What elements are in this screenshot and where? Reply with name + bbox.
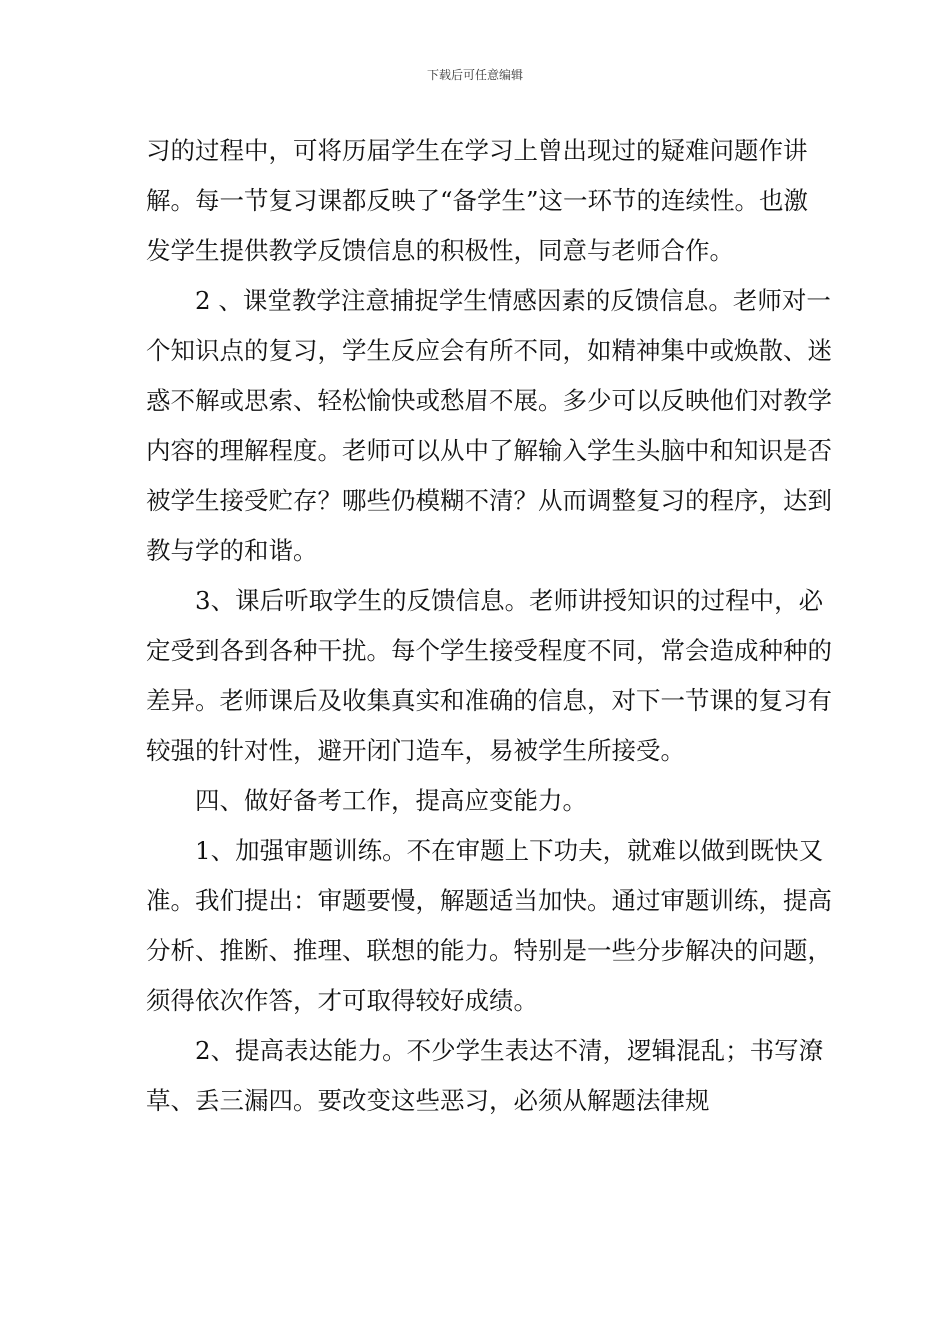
document-body bbox=[146, 126, 832, 1126]
section-heading-4: 四、做好备考工作，提高应变能力。 bbox=[195, 786, 587, 815]
paragraph-continuation: 习的过程中，可将历届学生在学习上曾出现过的疑难问题作讲解。每一节复习课都反映了“备学生”这一环节的连续性。也激发学生提供教学反馈信息的积极性，同意与老师合作。 bbox=[146, 136, 809, 265]
header-note: 下载后可任意编辑 bbox=[426, 68, 523, 82]
paragraph-item-3: 3、课后听取学生的反馈信息。老师讲授知识的过程中，必定受到各到各种干扰。每个学生接受程度不同，常会造成种种的差异。老师课后及收集真实和准确的信息，对下一节课的复习有较强的针对性，避开闭门造车，易被学生所接受。 bbox=[146, 586, 832, 765]
paragraph-subitem-1: 1、加强审题训练。不在审题上下功夫，就难以做到既快又准。我们提出：审题要慢，解题适当加快。通过审题训练，提高分析、推断、推理、联想的能力。特别是一些分步解决的问题，须得依次作答，才可取得较好成绩。 bbox=[146, 836, 832, 1015]
paragraph-subitem-2: 2、提高表达能力。不少学生表达不清，逻辑混乱；书写潦草、丢三漏四。要改变这些恶习，必须从解题法律规 bbox=[146, 1036, 824, 1115]
paragraph-item-2: 2 、课堂教学注意捕捉学生情感因素的反馈信息。老师对一个知识点的复习，学生反应会有所不同，如精神集中或焕散、迷惑不解或思索、轻松愉快或愁眉不展。多少可以反映他们对教学内容的理解程度。老师可以从中了解输入学生头脑中和知识是否被学生接受贮存？哪些仍模糊不清？从而调整复习的程序，达到教与学的和谐。 bbox=[146, 286, 832, 565]
